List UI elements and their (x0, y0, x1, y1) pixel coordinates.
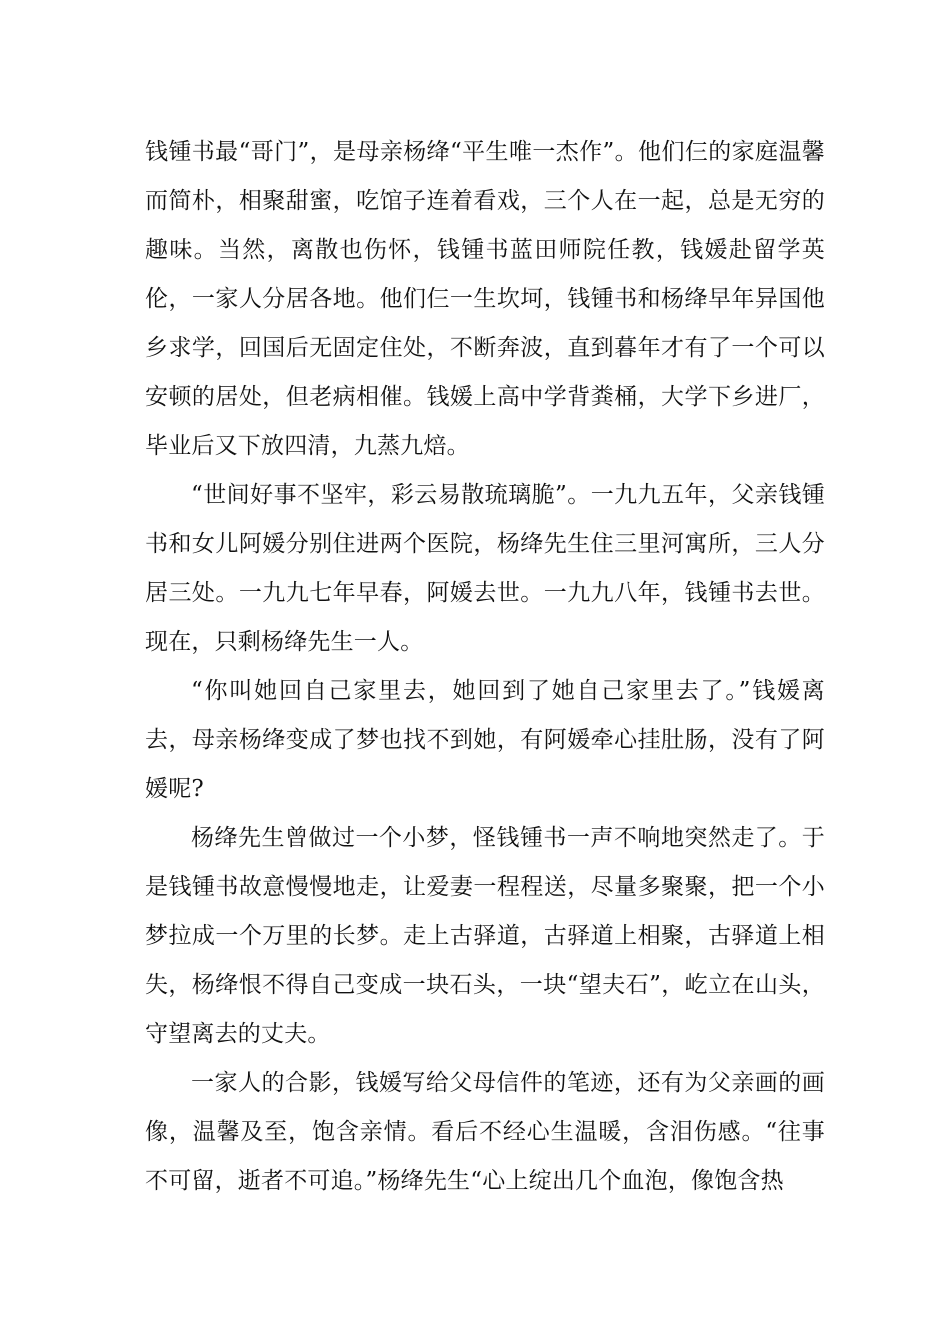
paragraph-4: 杨绛先生曾做过一个小梦，怪钱锺书一声不响地突然走了。于是钱锺书故意慢慢地走，让爱妻一程程送，尽量多聚聚，把一个小梦拉成一个万里的长梦。走上古驿道，古驿道上相聚，古驿道上相失，杨绛恨不得自己变成一块石头，一块“望夫石”，屹立在山头，守望离去的丈夫。 (145, 825, 825, 1047)
paragraph-1: 钱锺书最“哥门”，是母亲杨绛“平生唯一杰作”。他们仨的家庭温馨而简朴，相聚甜蜜，吃馆子连着看戏，三个人在一起，总是无穷的趣味。当然，离散也伤怀，钱锺书蓝田师院任教，钱媛赴留学英伦，一家人分居各地。他们仨一生坎坷，钱锺书和杨绛早年异国他乡求学，回国后无固定住处，不断奔波，直到暮年才有了一个可以安顿的居处，但老病相催。钱媛上高中学背粪桶，大学下乡进厂，毕业后又下放四清，九蒸九焙。 (145, 139, 825, 459)
document-body (145, 128, 825, 1206)
paragraph-5: 一家人的合影，钱媛写给父母信件的笔迹，还有为父亲画的画像，温馨及至，饱含亲情。看后不经心生温暖，含泪伤感。“往事不可留，逝者不可追。”杨绛先生“心上绽出几个血泡，像饱含热 (145, 1070, 825, 1194)
paragraph-3: “你叫她回自己家里去，她回到了她自己家里去了。”钱媛离去，母亲杨绛变成了梦也找不到她，有阿媛牵心挂肚肠，没有了阿媛呢? (145, 678, 825, 802)
paragraph-2: “世间好事不坚牢，彩云易散琉璃脆”。一九九五年，父亲钱锺书和女儿阿媛分别住进两个医院，杨绛先生住三里河寓所，三人分居三处。一九九七年早春，阿媛去世。一九九八年，钱锺书去世。现在，只剩杨绛先生一人。 (145, 482, 825, 655)
